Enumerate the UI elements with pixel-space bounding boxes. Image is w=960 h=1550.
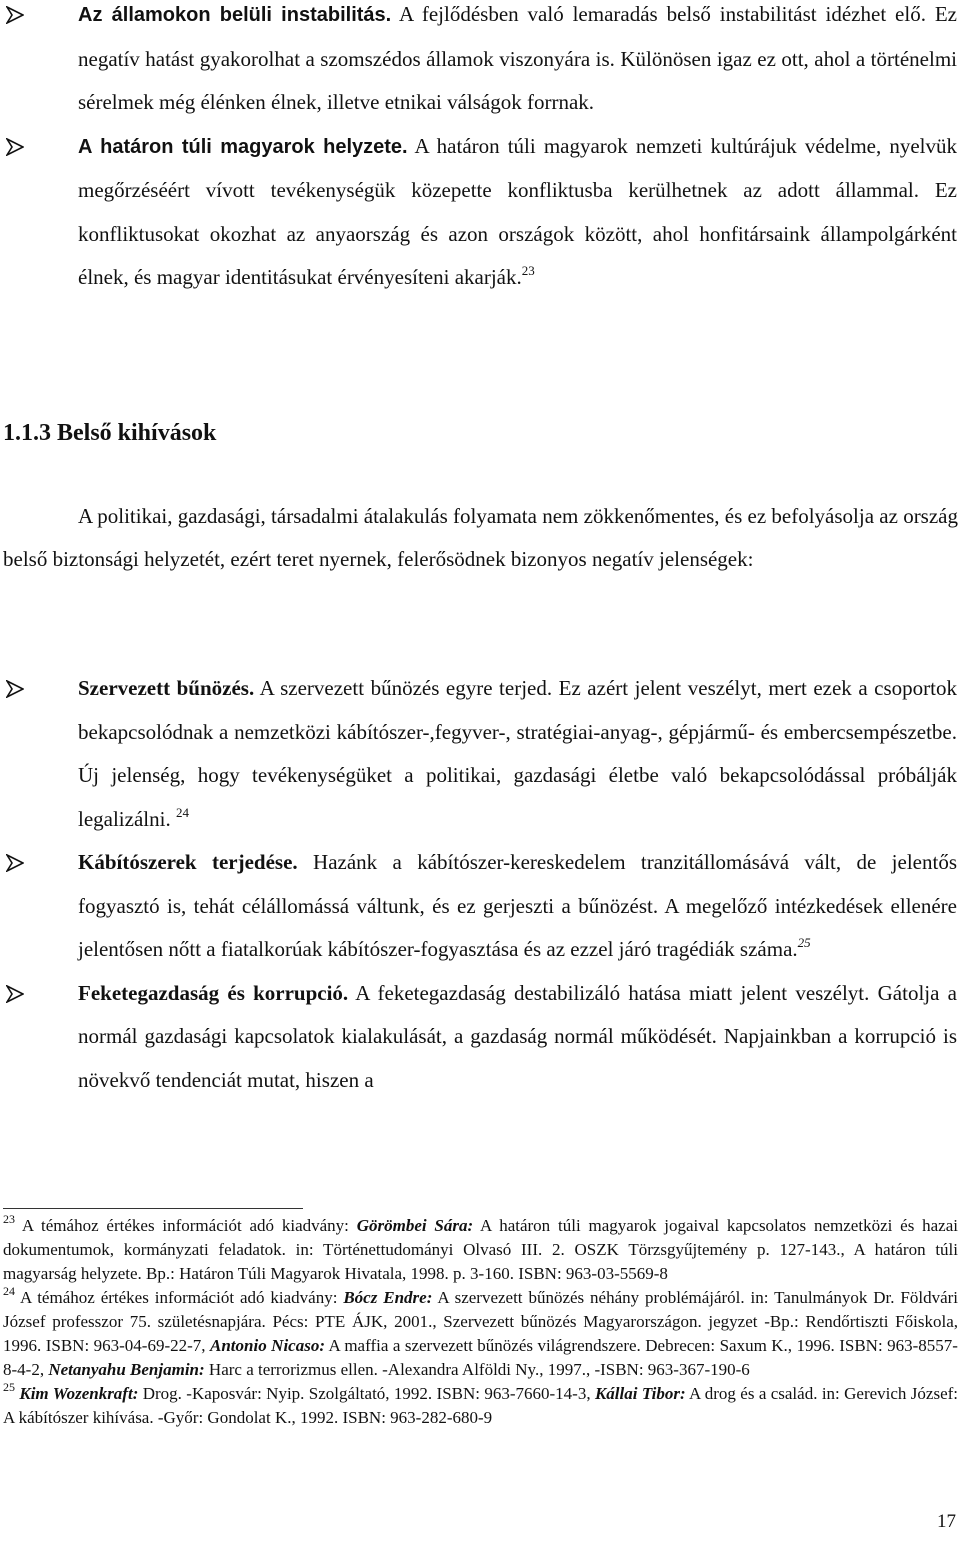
arrowhead-bullet-icon [6,667,26,710]
footnote-24 [3,1286,958,1382]
footnote-text: A témához értékes információt adó kiadvány: [15,1216,357,1235]
footnote-separator [3,1208,303,1209]
footnote-23 [3,1214,958,1286]
arrowhead-bullet-icon [6,0,26,36]
section-heading: 1.1.3 Belső kihívások [3,420,217,446]
footnote-number: 23 [3,1212,15,1226]
bullet-item [0,0,960,125]
bullet-text: A feketegazdaság destabilizáló hatása miatt jelent veszélyt. Gátolja a normál gazdasági kapcsolatok kialakulását, a gazdaság normál működését. Napjainkban a korrupció is növekvő tendenciát mutat, hiszen a [78,980,957,1092]
bullet-text: A szervezett bűnözés egyre terjed. Ez azért jelent veszélyt, mert ezek a csoportok bekapcsolódnak a nemzetközi kábítószer-,fegyver-, stratégiai-anyag-, gépjármű- és embercsempészetbe. Új jelenség, hogy tevékenységüket a politikai, gazdasági életbe való bekapcsolódással próbálják legalizálni. [78,676,957,831]
arrowhead-bullet-icon [6,841,26,884]
footnote-text: A szervezett bűnözés néhány problémájáról. in: Tanulmányok Dr. Földvári József professzor 75. születésnapjára. Pécs: PTE ÁJK, 2001., Szervezett bűnözés Magyarországon. jegyzet -Bp.: Rendőrtiszti Főiskola, 1996. ISBN: 963-04-69-22-7, [3,1288,958,1355]
arrowhead-bullet-icon [6,125,26,168]
footnote-text: A drog és a család. in: Gerevich József: A kábítószer kihívása. -Győr: Gondolat K., 1992. ISBN: 963-282-680-9 [3,1384,959,1427]
footnote-author: Bócz Endre: [343,1288,433,1307]
bullet-text: A fejlődésben való lemaradás belső instabilitást idézhet elő. Ez negatív hatást gyakorolhat a szomszédos államok viszonyára is. Különösen igaz ez ott, ahol a történelmi sérelmek még élénken élnek, illetve etnikai válságok forrnak. [78,2,957,114]
bullet-text: Hazánk a kábítószer-kereskedelem tranzitállomásává vált, de jelentős fogyasztó is, tehát célállomássá váltunk, és ez gerjeszti a bűnözést. A megelőző intézkedések ellenére jelentősen nőtt a fiatalkorúak kábítószer-fogyasztása és az ezzel járó tragédiák száma. [78,850,958,961]
footnote-ref[interactable]: 23 [521,263,535,278]
footnote-text: Drog. -Kaposvár: Nyip. Szolgáltató, 1992. ISBN: 963-7660-14-3, [138,1384,595,1403]
bullet-term: Feketegazdaság és korrupció. [78,980,349,1005]
bullet-list-top [0,0,960,300]
footnote-author: Kállai Tibor: [594,1384,686,1403]
bullet-term: Az államokon belüli instabilitás. [78,4,392,26]
arrowhead-bullet-icon [6,972,26,1015]
footnote-text: A maffia a szervezett bűnözés világrendszere. Debrecen: Saxum K., 1996. ISBN: 963-8557-8-4-2, [3,1336,958,1379]
bullet-item [0,667,960,841]
footnote-text: Harc a terrorizmus ellen. -Alexandra Alföldi Ny., 1997., -ISBN: 963-367-190-6 [204,1360,750,1379]
bullet-item [0,125,960,300]
page-number: 17 [937,1511,956,1532]
footnote-ref[interactable]: 25 [797,935,811,950]
footnotes [3,1214,958,1430]
footnote-number: 24 [3,1284,15,1298]
bullet-term: Szervezett bűnözés. [78,676,255,700]
footnote-author: Netanyahu Benjamin: [48,1360,205,1379]
footnote-number: 25 [3,1380,15,1394]
body-paragraph: A politikai, gazdasági, társadalmi átalakulás folyamata nem zökkenőmentes, és ez befolyásolja az ország belső biztonsági helyzetét, ezért teret nyernek, felerősödnek bizonyos negatív jelenségek: [3,504,958,571]
bullet-term: A határon túli magyarok helyzete. [78,135,408,158]
bullet-item [0,841,960,972]
footnote-author: Antonio Nicaso: [210,1336,325,1355]
bullet-list-bottom [0,667,960,1102]
bullet-item [0,972,960,1103]
footnote-25 [3,1382,958,1430]
bullet-text: A határon túli magyarok nemzeti kultúrájuk védelme, nyelvük megőrzéséért vívott tevékenységük közepette konfliktusba kerülhetnek az adott állammal. Ez konfliktusokat okozhat az anyaország és azon országok között, ahol honfitársaink állampolgárként élnek, és magyar identitásukat érvényesíteni akarják. [78,133,957,289]
footnote-text: A határon túli magyarok jogaival kapcsolatos nemzetközi és hazai dokumentumok, kormányzati feladatok. in: Történettudományi Olvasó III. 2. OSZK Törzsgyűjtemény p. 127-143., A határon túli magyarság helyzete. Bp.: Határon Túli Magyarok Hivatala, 1998. p. 3-160. ISBN: 963-03-5569-8 [3,1216,958,1283]
footnote-author: Görömbei Sára: [356,1216,474,1235]
bullet-term: Kábítószerek terjedése. [78,850,298,874]
footnote-ref[interactable]: 24 [175,804,189,820]
footnote-author: Kim Wozenkraft: [19,1384,139,1403]
footnote-text: A témához értékes információt adó kiadvány: [15,1288,344,1307]
